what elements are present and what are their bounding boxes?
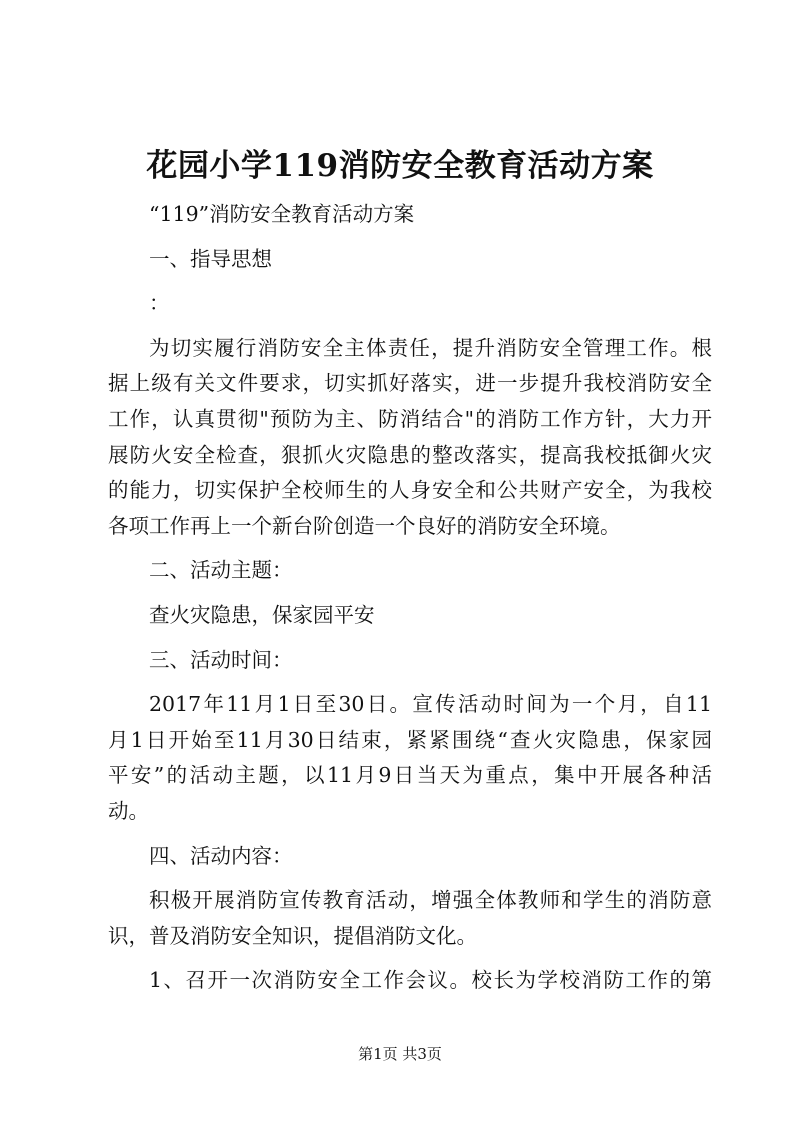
paragraph-line: 各项工作再上一个新台阶创造一个良好的消防安全环境。 bbox=[108, 513, 621, 538]
section-heading-content: 四、活动内容： bbox=[149, 843, 293, 868]
colon-line: ： bbox=[149, 291, 170, 316]
paragraph-line: 月1日开始至11月30日结束，紧紧围绕“查火灾隐患，保家园 bbox=[108, 727, 712, 752]
page-number: 第1页 共3页 bbox=[358, 1045, 442, 1063]
paragraph-line: 为切实履行消防安全主体责任，提升消防安全管理工作。根 bbox=[149, 335, 712, 360]
paragraph-content bbox=[108, 883, 712, 954]
paragraph-meeting bbox=[108, 963, 712, 999]
document-body bbox=[108, 188, 712, 999]
paragraph-line: 积极开展消防宣传教育活动，增强全体教师和学生的消防意 bbox=[149, 888, 712, 913]
document-title: 花园小学119消防安全教育活动方案 bbox=[146, 148, 654, 184]
paragraph-line: 动。 bbox=[108, 798, 149, 823]
paragraph-time bbox=[108, 687, 712, 829]
paragraph-line: 据上级有关文件要求，切实抓好落实，进一步提升我校消防安全 bbox=[108, 371, 712, 396]
subtitle: “119”消防安全教育活动方案 bbox=[149, 202, 415, 226]
paragraph-line: 的能力，切实保护全校师生的人身安全和公共财产安全，为我校 bbox=[108, 478, 712, 503]
paragraph-line: 平安”的活动主题，以11月9日当天为重点，集中开展各种活 bbox=[108, 763, 712, 788]
section-heading-guiding-thought: 一、指导思想 bbox=[149, 246, 272, 271]
section-heading-time: 三、活动时间： bbox=[149, 647, 293, 672]
paragraph-line: 1、召开一次消防安全工作会议。校长为学校消防工作的第 bbox=[149, 968, 712, 993]
paragraph-line: 识，普及消防安全知识，提倡消防文化。 bbox=[108, 923, 477, 948]
paragraph-guiding-thought bbox=[108, 331, 712, 545]
paragraph-line: 工作，认真贯彻"预防为主、防消结合"的消防工作方针，大力开 bbox=[108, 406, 712, 431]
paragraph-line: 展防火安全检查，狠抓火灾隐患的整改落实，提高我校抵御火灾 bbox=[108, 442, 712, 467]
paragraph-line: 2017年11月1日至30日。宣传活动时间为一个月，自11 bbox=[149, 692, 712, 717]
theme-text: 查火灾隐患，保家园平安 bbox=[149, 602, 375, 627]
section-heading-theme: 二、活动主题： bbox=[149, 558, 293, 583]
